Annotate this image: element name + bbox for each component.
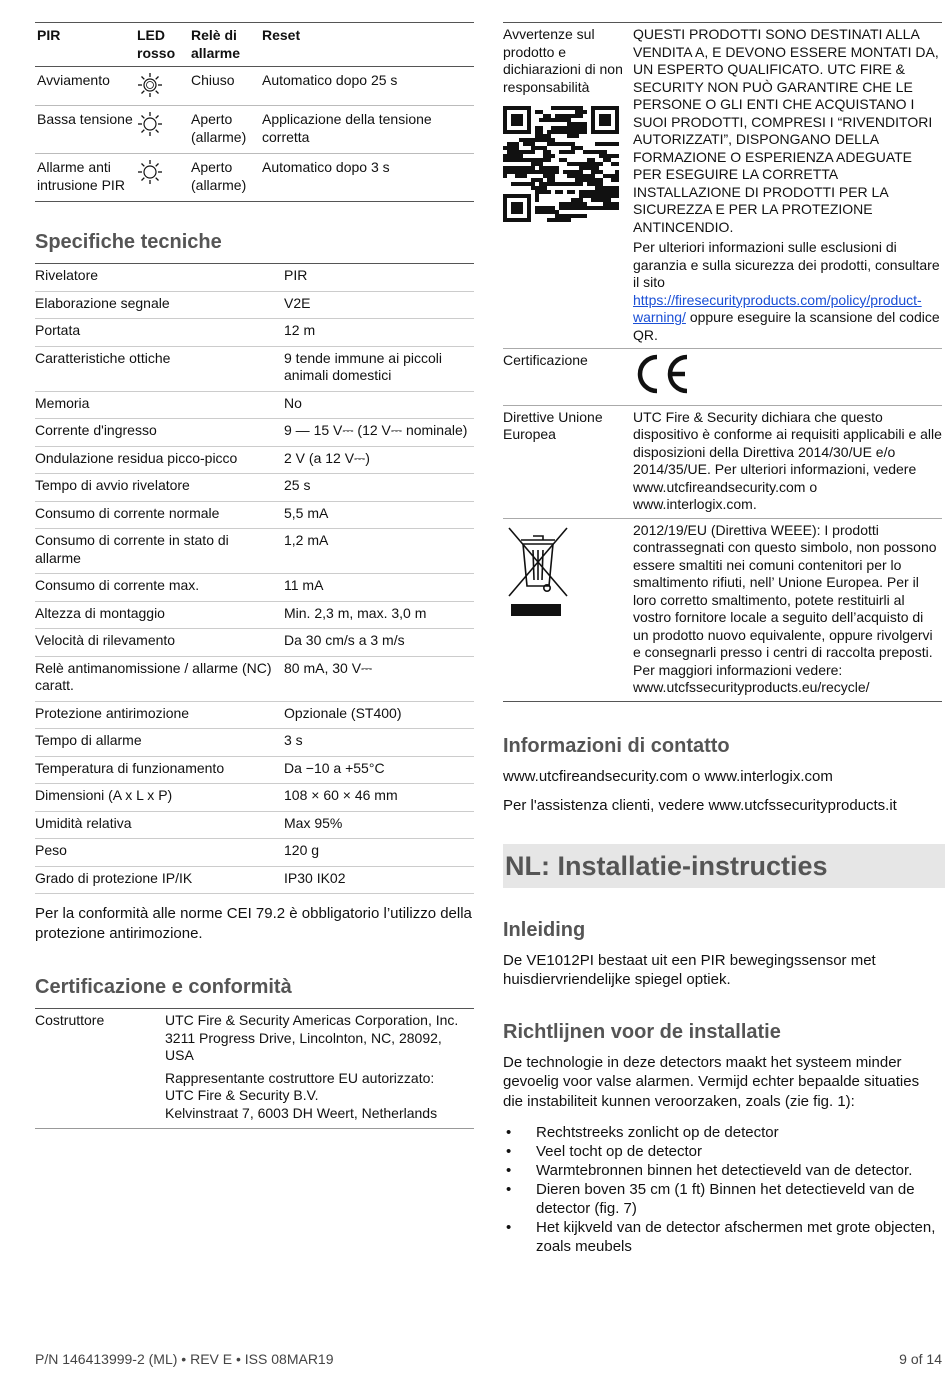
table-cell: Automatico dopo 3 s <box>262 159 390 175</box>
spec-label: Tempo di avvio rivelatore <box>35 474 284 502</box>
column-header: Relè di allarme <box>189 23 260 67</box>
spec-value: 9 — 15 V⎓ (12 V⎓ nominale) <box>284 419 474 447</box>
spec-value: 108 × 60 × 46 mm <box>284 784 474 812</box>
spec-label: Peso <box>35 839 284 867</box>
guidelines-text: De technologie in deze detectors maakt het systeem minder gevoelig voor valse alarmen. Vermijd echter bepaalde situaties die instabiliteit kunnen veroorzaken, zoals (zie fig. 1): <box>503 1053 920 1110</box>
spec-value: V2E <box>284 291 474 319</box>
table-row <box>503 405 942 518</box>
table-row <box>35 154 474 202</box>
spec-label: Corrente d'ingresso <box>35 419 284 447</box>
nl-title: NL: Installatie-instructies <box>505 850 828 881</box>
warnings-text-cell <box>633 23 942 349</box>
spec-label: Tempo di allarme <box>35 729 284 757</box>
conformity-note: Per la conformità alle norme CEI 79.2 è obbligatorio l’utilizzo della protezione antirimozione. <box>35 905 472 942</box>
spec-label: Elaborazione segnale <box>35 291 284 319</box>
spec-value: PIR <box>284 264 474 292</box>
table-cell: Bassa tensione <box>35 106 135 154</box>
table-cell: Avviamento <box>35 67 135 106</box>
table-cell: Chiuso <box>189 67 260 106</box>
spec-label: Altezza di montaggio <box>35 601 284 629</box>
left-column <box>35 22 474 1129</box>
table-row <box>35 756 474 784</box>
footer-page-number: 9 of 14 <box>899 1351 942 1367</box>
spec-value: Min. 2,3 m, max. 3,0 m <box>284 601 474 629</box>
table-row <box>35 391 474 419</box>
list-item: • Het kijkveld van de detector afschermen met grote objecten, zoals meubels <box>503 1218 942 1256</box>
ce-mark-icon <box>633 349 942 406</box>
spec-value: 1,2 mA <box>284 529 474 574</box>
table-row <box>35 501 474 529</box>
certification-label: Certificazione <box>503 349 633 406</box>
weee-bin-icon <box>503 518 633 701</box>
list-item: • Dieren boven 35 cm (1 ft) Binnen het detectieveld van de detector (fig. 7) <box>503 1180 942 1218</box>
spec-label: Dimensioni (A x L x P) <box>35 784 284 812</box>
spec-value: Da 30 cm/s a 3 m/s <box>284 629 474 657</box>
spec-value: 9 tende immune ai piccoli animali domestici <box>284 346 474 391</box>
right-column <box>503 22 942 1256</box>
weee-text: 2012/19/EU (Direttiva WEEE): I prodotti contrassegnati con questo simbolo, non possono essere smaltiti nei comuni contenitori per lo smaltimento rifiuti, nell’ Unione Europea. Per il loro corretto smaltimento, potete restituirli al vostro fornitore locale a seguito dell’acquisto di un prodotto nuovo equivalente, oppure rivolgervi e consegnarli presso i centri di raccolta preposti. Per maggiori informazioni vedere: www.utcfssecurityproducts.eu/recycle/ <box>633 521 937 695</box>
spec-value: Opzionale (ST400) <box>284 701 474 729</box>
spec-label: Caratteristiche ottiche <box>35 346 284 391</box>
spec-label: Umidità relativa <box>35 811 284 839</box>
spec-label: Velocità di rilevamento <box>35 629 284 657</box>
table-row <box>35 291 474 319</box>
manufacturer-table <box>35 1008 474 1129</box>
disclaimer-table <box>503 22 942 702</box>
spec-label: Consumo di corrente max. <box>35 574 284 602</box>
table-row <box>35 419 474 447</box>
spec-value: 2 V (a 12 V⎓) <box>284 446 474 474</box>
led-on-icon <box>135 154 189 202</box>
nl-section-banner <box>503 844 945 888</box>
spec-value: 3 s <box>284 729 474 757</box>
spec-label: Consumo di corrente normale <box>35 501 284 529</box>
table-row <box>35 784 474 812</box>
eu-directives-text: UTC Fire & Security dichiara che questo dispositivo è conforme ai requisiti applicabili e alle disposizioni della Direttiva 2014/30/UE e/o 2014/35/UE. Per ulteriori informazioni, vedere www.utcfireandsecurity.com o www.interlogix.com. <box>633 405 942 518</box>
table-cell: Aperto (allarme) <box>191 159 247 193</box>
table-row <box>35 346 474 391</box>
manufacturer-info <box>165 1009 474 1129</box>
warnings-caps-text: QUESTI PRODOTTI SONO DESTINATI ALLA VENDITA A, E DEVONO ESSERE MONTATI DA, UN ESPERTO QUALIFICATO. UTC FIRE & SECURITY NON PUÒ GARANTIRE CHE LE PERSONE O GLI ENTI CHE ACQUISTANO I SUOI PRODOTTI, COMPRESI I “RIVENDITORI AUTORIZZATI”, DISPONGANO DELLA FORMAZIONE O ESPERIENZA ADEGUATE PER ESEGUIRE LA CORRETTA INSTALLAZIONE DI PRODOTTI PER LA SICUREZZA E PER LA PROTEZIONE ANTINCENDIO. <box>633 26 939 235</box>
spec-value: Da −10 a +55°C <box>284 756 474 784</box>
manufacturer-line: UTC Fire & Security B.V. <box>165 1087 319 1103</box>
contact-heading: Informazioni di contatto <box>503 734 730 757</box>
list-item: • Warmtebronnen binnen het detectieveld van de detector. <box>503 1161 942 1180</box>
table-row <box>503 518 942 701</box>
table-row <box>503 23 942 349</box>
spec-label: Rivelatore <box>35 264 284 292</box>
table-header-row <box>35 23 474 67</box>
table-cell: Aperto (allarme) <box>189 106 260 154</box>
table-cell: Allarme anti intrusione PIR <box>37 159 125 193</box>
spec-value: 11 mA <box>284 574 474 602</box>
table-row <box>35 319 474 347</box>
manufacturer-line: Kelvinstraat 7, 6003 DH Weert, Netherlands <box>165 1104 438 1121</box>
led-status-table <box>35 22 474 202</box>
table-row <box>35 474 474 502</box>
spec-label: Ondulazione residua picco-picco <box>35 446 284 474</box>
qr-code-icon <box>503 106 627 227</box>
contact-line: www.utcfireandsecurity.com o www.interlogix.com <box>503 767 833 785</box>
table-row <box>35 629 474 657</box>
table-row <box>35 729 474 757</box>
column-header: PIR <box>35 23 135 67</box>
cert-heading: Certificazione e conformità <box>35 976 292 998</box>
spec-label: Consumo di corrente in stato di allarme <box>35 529 284 574</box>
warnings-label: Avvertenze sul prodotto e dichiarazioni di non responsabilità <box>503 26 623 95</box>
column-header: LED rosso <box>135 23 189 67</box>
table-row <box>35 839 474 867</box>
intro-text: De VE1012PI bestaat uit een PIR bewegingssensor met huisdiervriendelijke spiegel optiek. <box>503 951 876 988</box>
warnings-more-post: oppure eseguire la scansione del codice QR. <box>633 309 940 343</box>
spec-value: IP30 IK02 <box>284 866 474 894</box>
table-row <box>35 446 474 474</box>
table-cell: Applicazione della tensione corretta <box>260 106 474 154</box>
list-item: • Rechtstreeks zonlicht op de detector <box>503 1123 942 1142</box>
manufacturer-line: UTC Fire & Security Americas Corporation, Inc. <box>165 1012 459 1028</box>
table-row <box>35 601 474 629</box>
table-row <box>35 574 474 602</box>
manufacturer-line: Rappresentante costruttore EU autorizzato: <box>165 1069 435 1086</box>
table-row <box>35 866 474 894</box>
led-on-icon <box>135 106 189 154</box>
table-row <box>35 656 474 701</box>
table-row <box>35 67 474 106</box>
spec-label: Portata <box>35 319 284 347</box>
column-header: Reset <box>260 23 474 67</box>
warnings-more-pre: Per ulteriori informazioni sulle esclusioni di garanzia e sulla sicurezza dei prodotti, consultare il sito <box>633 239 940 290</box>
spec-value: No <box>284 391 474 419</box>
intro-heading: Inleiding <box>503 918 586 941</box>
list-item: • Veel tocht op de detector <box>503 1142 942 1161</box>
spec-label: Grado di protezione IP/IK <box>35 866 284 894</box>
table-row <box>35 106 474 154</box>
table-row <box>503 349 942 406</box>
table-row <box>35 701 474 729</box>
eu-directives-label: Direttive Unione Europea <box>503 405 633 518</box>
spec-value: Max 95% <box>284 811 474 839</box>
guidelines-list <box>503 1123 942 1256</box>
spec-value: 120 g <box>284 839 474 867</box>
footer-part-number: P/N 146413999-2 (ML) • REV E • ISS 08MAR19 <box>35 1351 334 1367</box>
manufacturer-line: 3211 Progress Drive, Lincolnton, NC, 28092, USA <box>165 1029 442 1063</box>
product-warning-link[interactable]: https://firesecurityproducts.com/policy/product-warning/ <box>633 291 922 325</box>
spec-value: 25 s <box>284 474 474 502</box>
table-row <box>35 264 474 292</box>
warnings-more-text <box>633 239 942 344</box>
table-row <box>35 811 474 839</box>
guidelines-heading: Richtlijnen voor de installatie <box>503 1020 781 1043</box>
manufacturer-label: Costruttore <box>35 1012 105 1028</box>
contact-line: Per l'assistenza clienti, vedere www.utcfssecurityproducts.it <box>503 797 897 814</box>
led-blink-icon <box>135 67 189 106</box>
warnings-label-cell <box>503 23 633 349</box>
spec-label: Relè antimanomissione / allarme (NC) caratt. <box>35 656 284 701</box>
spec-value: 5,5 mA <box>284 501 474 529</box>
specs-heading: Specifiche tecniche <box>35 231 222 253</box>
spec-label: Protezione antirimozione <box>35 701 284 729</box>
table-row <box>35 529 474 574</box>
table-row <box>35 1009 474 1129</box>
specs-table <box>35 263 474 894</box>
spec-label: Memoria <box>35 391 284 419</box>
spec-value: 80 mA, 30 V⎓ <box>284 656 474 701</box>
spec-label: Temperatura di funzionamento <box>35 756 284 784</box>
spec-value: 12 m <box>284 319 474 347</box>
table-cell: Automatico dopo 25 s <box>260 67 474 106</box>
